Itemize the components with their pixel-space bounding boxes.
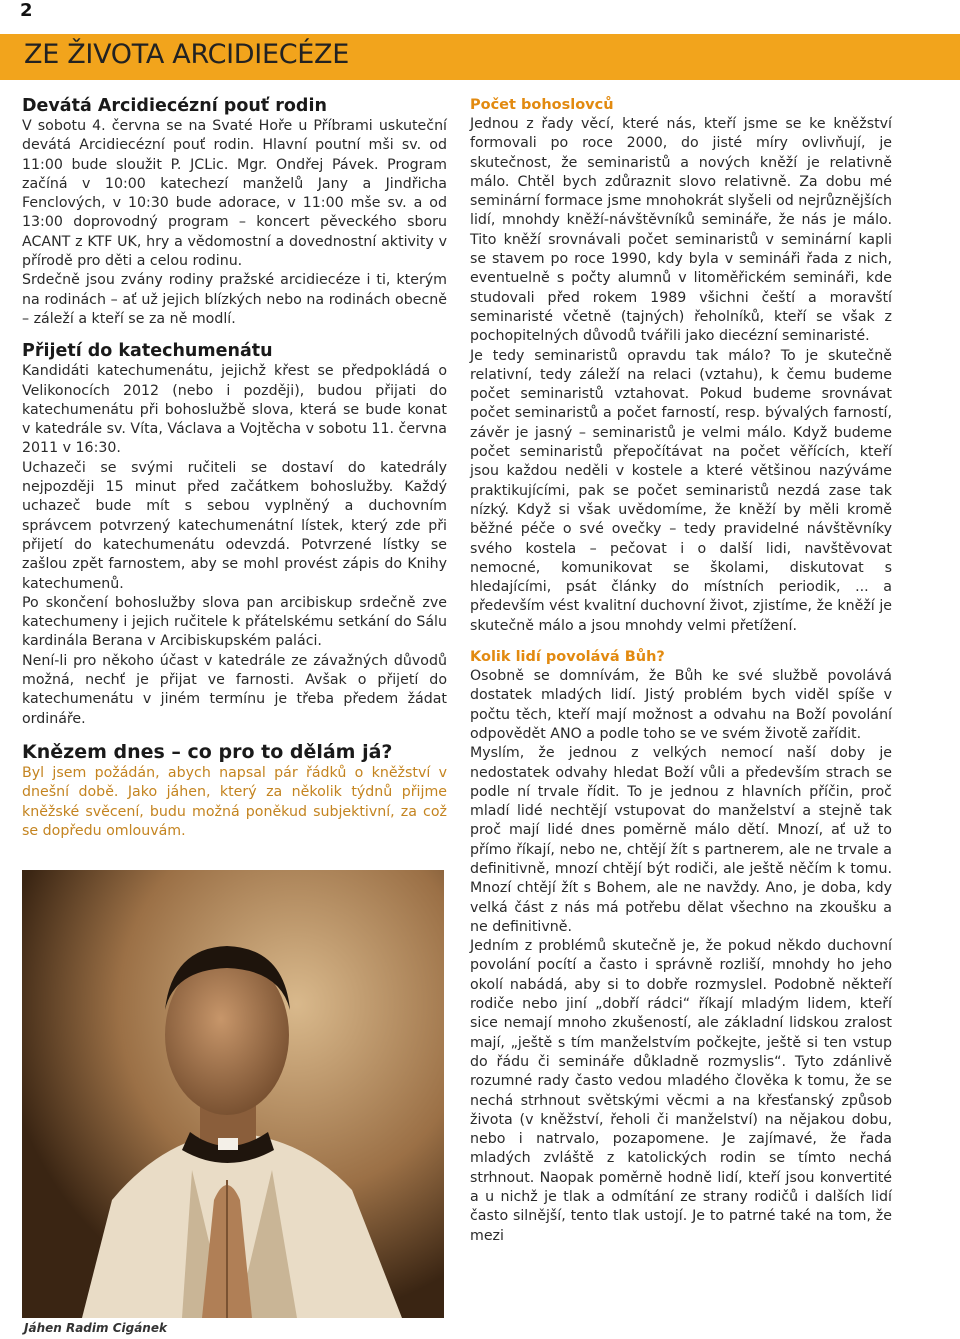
knezem-dnes-heading: Knězem dnes – co pro to dělám já? bbox=[22, 740, 393, 763]
section-banner bbox=[0, 34, 960, 80]
pocet-paragraph-2: Je tedy seminaristů opravdu tak málo? To je skutečně relativní, tedy záleží na relaci (vztahu), k čemu budeme počet seminaristů vztahovat. Pokud budeme srovnávat počet seminaristů a počet farností, resp. bývalých farností, závěr je jasný – seminaristů je velmi málo. Když budeme počet seminaristů přepočítávat na počet věřících, kteří jsou každou neděli v kostele a které většinou nazýváme praktikujícími, pak se počet seminaristů nezdá zase tak nízký. Když si však uvědomíme, že kněží by měli kromě běžné péče o své ovečky – tedy pravidelné návštěvníky svého kostela – pečovat i o další lidi, navštěvovat nemocné, komunikovat se školami, diskutovat s hledajícími, psát články do místních periodik, ... a především vést kvalitní duchovní život, zjistíme, že kněží je skutečně málo a jsou mnohdy velmi přetížení. bbox=[470, 347, 892, 634]
pout-heading: Devátá Arcidiecézní pouť rodin bbox=[22, 96, 327, 116]
katechumenat-heading: Přijetí do katechumenátu bbox=[22, 341, 273, 362]
pout-paragraph-2: Srdečně jsou zvány rodiny pražské arcidiecéze i ti, kterým na rodinách – ať už jejich blízkých nebo na rodinách obecně – záleží a kteří se za ně modlí. bbox=[22, 272, 447, 327]
kolik-paragraph-1: Osobně se domnívám, že Bůh ke své službě povolává dostatek mladých lidí. Jistý problém bych viděl spíše v počtu těch, kteří mají možnost a odvahu na Boží povolání odpovědět ANO a podle toho se ve svém životě zařídit. bbox=[470, 668, 892, 742]
katechumenat-paragraph-2: Uchazeči se svými ručiteli se dostaví do katedrály nejpozději 15 minut před začátkem bohoslužby. Každý uchazeč bude mít s sebou vyplněný a duchovním správcem potvrzený katechumenátní lístek, který zde při přijetí do katechumenátu odevzdá. Potvrzené lístky se zašlou zpět farnostem, aby se mohl provést zápis do Knihy katechumenů. bbox=[22, 459, 447, 592]
knezem-dnes-intro: Byl jsem požádán, abych napsal pár řádků o kněžství v dnešní době. Jako jáhen, který za několik týdnů přijme kněžské svěcení, budu možná poněkud subjektivní, za což se dopředu omlouvám. bbox=[22, 764, 447, 839]
portrait-photo bbox=[22, 870, 444, 1318]
pout-paragraph-1: V sobotu 4. června se na Svaté Hoře u Příbrami uskuteční devátá Arcidiecézní pouť rodin. Hlavní poutní mši sv. od 11:00 bude sloužit P. JCLic. Mgr. Ondřej Pávek. Program začíná v 10:00 katechezí manželů Jany a Jindřicha Fenclových, v 10:30 bude adorace, v 11:00 mše sv. a od 13:00 doprovodný program – koncert pěveckého sboru ACANT z KTF UK, hry a vědomostní a dovednostní aktivity v přírodě pro děti a celou rodinu. bbox=[22, 118, 447, 270]
section-title: ZE ŽIVOTA ARCIDIECÉZE bbox=[24, 39, 349, 70]
katechumenat-paragraph-1: Kandidáti katechumenátu, jejichž křest se předpokládá o Velikonocích 2012 (nebo i později), budou přijati do katechumenátu při bohoslužbě slova, která se bude konat v katedrále sv. Víta, Václava a Vojtěcha v sobotu 11. června 2011 v 16:30. bbox=[22, 363, 447, 457]
kolik-paragraph-3: Jedním z problémů skutečně je, že pokud někdo duchovní povolání pocítí a často i správně rozliší, mnohdy ho jeho okolí nabádá, aby si to dobře rozmyslel. Podobně někteří rodiče nebo jiní „dobří rádci“ říkají mladým lidem, kteří sice nemají mnoho zkušeností, ale základní lidskou zralost mají, „ještě s tím manželstvím počkejte, ještě si ten vstup do řádu či semináře důkladně rozmyslis“. Tyto zdánlivě rozumné rady často vedou mladého člověka k tomu, že se nechá strhnout světskými věcmi a na křesťanský způsob života (v kněžství, řeholi či manželství) na nějakou dobu, nebo i natrvalo, pozapomene. Je zajímavé, že řada mladých zvláště z katolických rodin se tímto nechá strhnout. Naopak poměrně hodně lidí, kteří jsou konvertité a u nichž je tlak a odmítání ze strany rodičů i dalších lidí často silnější, tento tlak ustojí. Je to patrné také na tom, že mezi bbox=[470, 938, 892, 1244]
page-number: 2 bbox=[20, 0, 33, 21]
katechumenat-paragraph-3: Po skončení bohoslužby slova pan arcibiskup srdečně zve katechumeny i jejich ručitele k přátelskému setkání do Sálu kardinála Berana v Arcibiskupském paláci. bbox=[22, 594, 447, 650]
kolik-lidi-heading: Kolik lidí povolává Bůh? bbox=[470, 649, 665, 666]
katechumenat-paragraph-4: Není-li pro někoho účast v katedrále ze závažných důvodů možná, nechť je přijat ve farnosti. Avšak o přijetí do katechumenátu v jiném termínu je třeba předem žádat ordináře. bbox=[22, 652, 447, 727]
kolik-paragraph-2: Myslím, že jednou z velkých nemocí naší doby je nedostatek odvahy hledat Boží vůli a především strach se podle ní trvale řídit. To je jednou z hlavních příčin, proč mladí lidé nechtějí vstupovat do manželství a stejně tak proč mají lidé dnes poměrně málo dětí. Mnozí, ať už to přímo říkají, nebo ne, chtějí žít s partnerem, ale ne trvale a definitivně, mnozí chtějí být rodiči, ale ještě něčím k tomu. Mnozí chtějí žít s Bohem, ale ne navždy. Ano, je doba, kdy velká část z nás má potřebu dělat všechno na zkoušku a ne definitivně. bbox=[470, 745, 892, 935]
left-column bbox=[22, 96, 447, 841]
right-column bbox=[470, 96, 892, 1246]
photo-caption: Jáhen Radim Cigánek bbox=[24, 1321, 167, 1335]
portrait-illustration bbox=[22, 870, 444, 1318]
pocet-bohoslovcu-heading: Počet bohoslovců bbox=[470, 97, 614, 113]
pocet-paragraph-1: Jednou z řady věcí, které nás, kteří jsme se ke kněžství formovali po roce 2000, do jisté míry ovlivňují, je skutečnost, že seminaristů a nových kněží je relativně málo. Chtěl bych zdůraznit slovo relativně. Za dobu mé seminární formace jsme mnohokrát slyšeli od nejrůznějších lidí, mnohdy kněží-návštěvníků semináře, že nás je málo. Tito kněží srovnávali počet seminaristů v seminární kapli se stavem po roce 1990, kdy byla v semináři řada z nich, eventuelně s počty alumnů v litoměřickém semináři, kde studovali před rokem 1989 všichni čeští a moravští seminaristé včetně (tajných) řeholníků, kteří se však z pochopitelných důvodů tvářili jako diecézní seminaristé. bbox=[470, 116, 892, 345]
